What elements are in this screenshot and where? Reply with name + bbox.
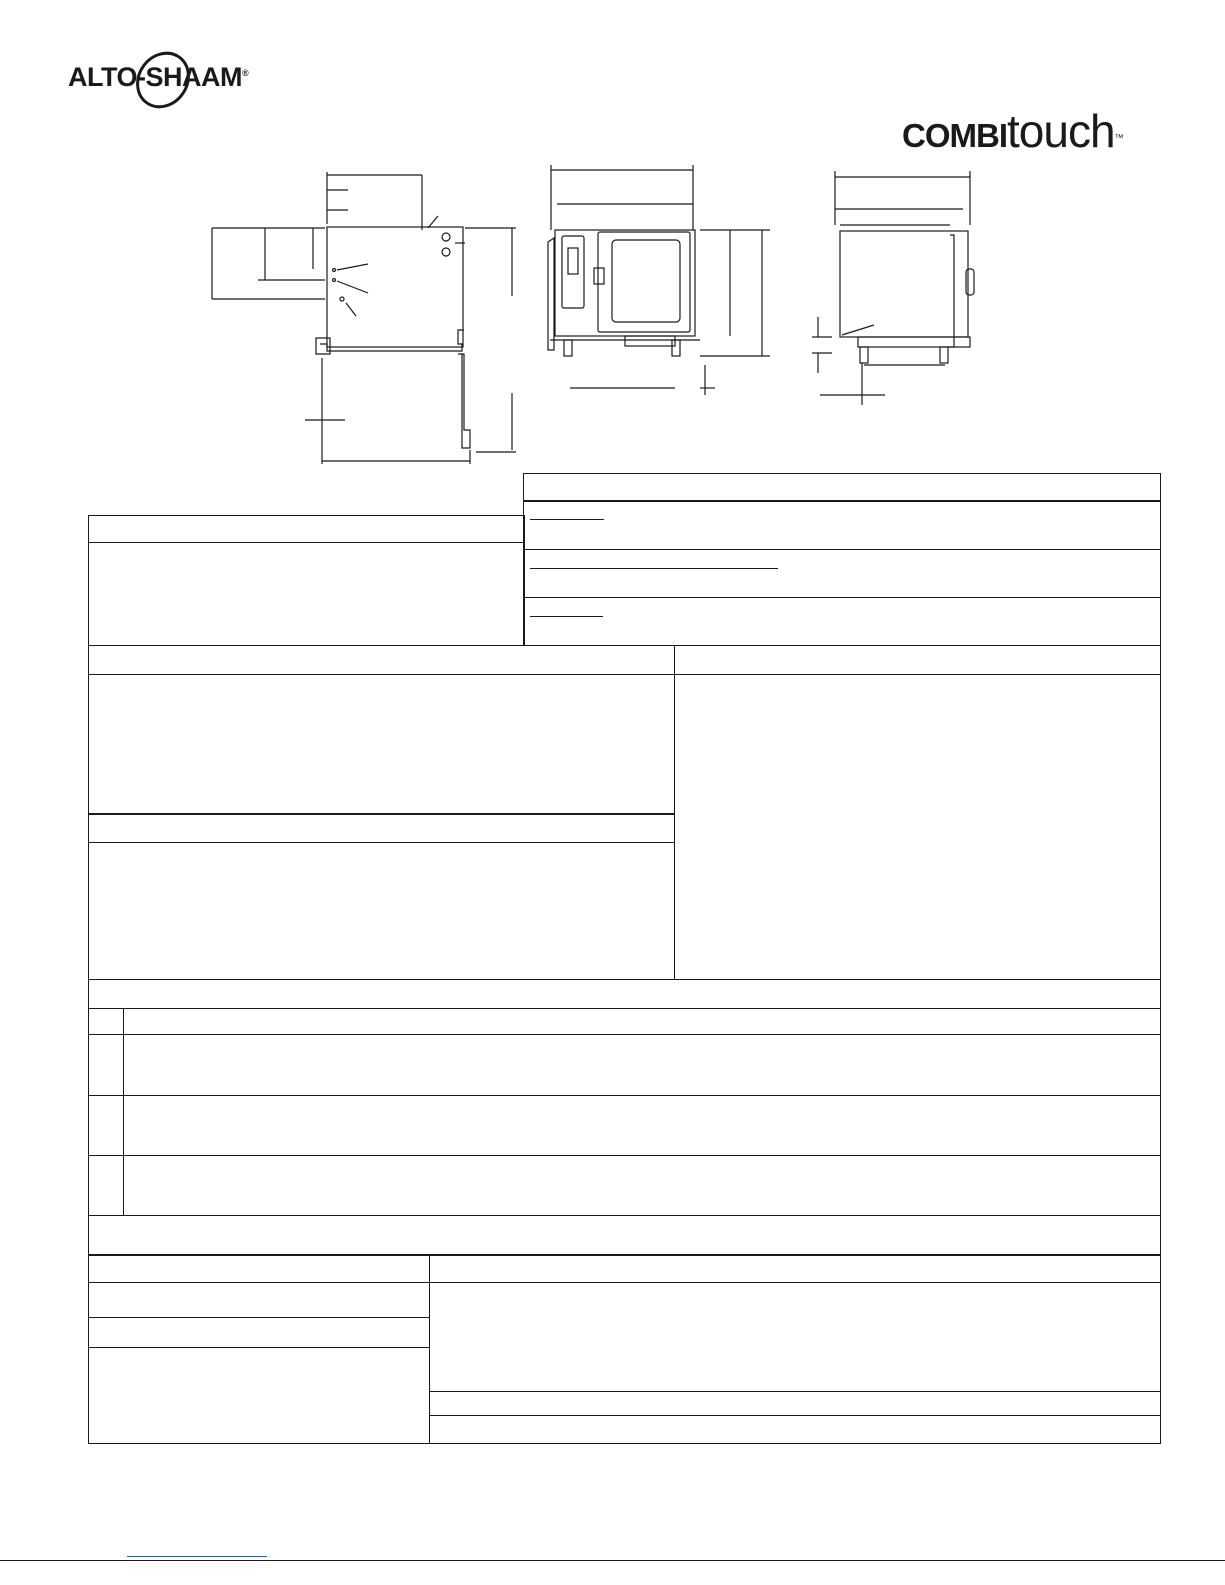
panel-right-underline-3 [530, 616, 603, 617]
options-table-check-column [123, 1008, 124, 1216]
bottom-table-left-row-2 [88, 1347, 430, 1348]
product-name-bold: COMBI [902, 117, 1007, 154]
panel-left-header-rule [88, 542, 525, 543]
logo-text: ALTO-SHAAM [68, 62, 242, 92]
options-table-row-2 [88, 1095, 1161, 1096]
bottom-table [88, 1215, 1161, 1444]
panel-right-underline-1 [530, 519, 604, 520]
panel-right-row-divider-1 [523, 549, 1161, 550]
bottom-table-header-rule [88, 1254, 1161, 1256]
product-trademark: ™ [1114, 132, 1124, 143]
logo-registered-mark: ® [241, 68, 249, 78]
specification-panel-left [88, 515, 525, 646]
product-logo [902, 100, 1142, 156]
product-name-light: touch [1007, 105, 1115, 157]
bottom-table-left-row-1 [88, 1317, 430, 1318]
bottom-table-right-row-2 [429, 1415, 1161, 1416]
footer-link-underline[interactable] [127, 1556, 267, 1557]
specification-panel-right [523, 473, 1161, 646]
bottom-table-right-row-1 [429, 1391, 1161, 1392]
front-view-drawing [540, 160, 780, 400]
brand-logo [68, 48, 268, 118]
options-table-row-3 [88, 1155, 1161, 1156]
options-table [88, 979, 1161, 1216]
footer-rule [0, 1560, 1225, 1561]
panel-right-row-divider-2 [523, 597, 1161, 598]
grid-left-header-rule-1 [88, 674, 1161, 675]
top-view-drawing [200, 168, 530, 468]
panel-right-header-rule [523, 500, 1161, 502]
options-table-header-rule [88, 1008, 1161, 1009]
bottom-table-subheader-rule [88, 1282, 1161, 1283]
options-table-row-1 [88, 1034, 1161, 1035]
grid-left-header-rule-2 [88, 842, 675, 843]
side-view-drawing [800, 165, 1000, 405]
panel-right-underline-2 [530, 568, 778, 569]
grid-left-section-rule [88, 813, 675, 815]
